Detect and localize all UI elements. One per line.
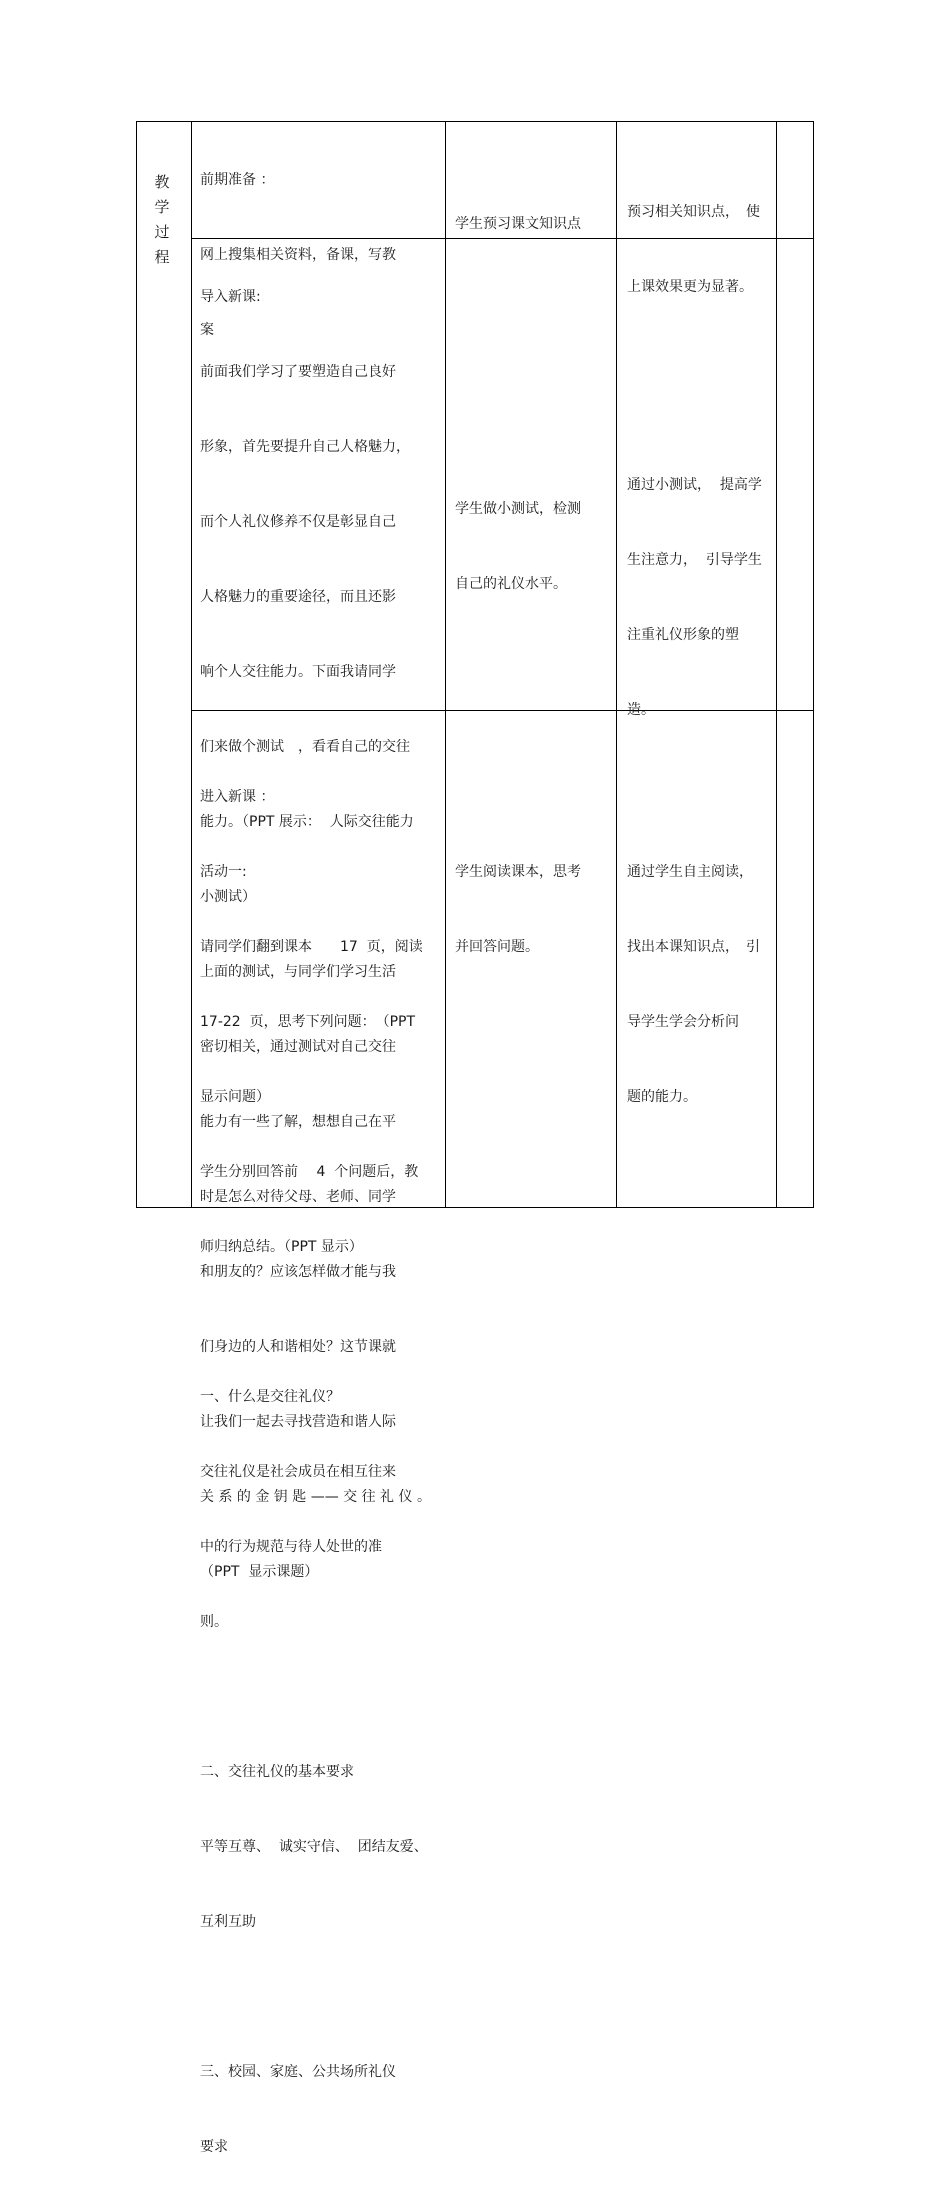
text-line: 请同学们翻到课本 17 页，阅读	[200, 939, 423, 955]
text-line: 能力。（PPT 展示： 人际交往能力	[200, 814, 414, 830]
text-line: 而个人礼仪修养不仅是彰显自己	[200, 514, 396, 530]
text-line: 17-22 页，思考下列问题： （PPT	[200, 1014, 416, 1030]
text-line: 密切相关，通过测试对自己交往	[200, 1039, 396, 1055]
text-line	[200, 1685, 428, 1710]
col-line-0	[136, 121, 137, 1208]
text-line: 前期准备 ：	[200, 172, 275, 188]
text-line: 要求	[200, 2139, 228, 2155]
side-char: 教	[154, 173, 170, 191]
row1-design-purpose	[627, 150, 760, 350]
text-line: 和朋友的？应该怎样做才能与我	[200, 1264, 396, 1280]
text-line: 上面的测试，与同学们学习生活	[200, 964, 396, 980]
row2-design-purpose	[627, 423, 762, 773]
text-line: 一、什么是交往礼仪？	[200, 1389, 340, 1405]
text-line: 响个人交往能力。下面我请同学	[200, 664, 396, 680]
text-line: 让我们一起去寻找营造和谐人际	[200, 1414, 396, 1430]
text-line: 自己的礼仪水平。	[455, 576, 567, 592]
col-line-1	[191, 121, 192, 1208]
row1-student-activity	[455, 162, 581, 287]
text-line: 找出本课知识点， 引	[627, 939, 760, 955]
text-line: 网上搜集相关资料，备课，写教	[200, 247, 396, 263]
text-line: 互利互助	[200, 1914, 256, 1930]
text-line: 们身边的人和谐相处？这节课就	[200, 1339, 396, 1355]
text-line	[200, 1985, 428, 2010]
text-line: 通过小测试， 提高学	[627, 477, 762, 493]
col-line-2	[445, 121, 446, 1208]
text-line: 生注意力， 引导学生	[627, 552, 762, 568]
text-line: 们来做个测试 ，看看自己的交往	[200, 739, 410, 755]
text-line: 师归纳总结。（PPT 显示）	[200, 1239, 363, 1255]
text-line: 小测试）	[200, 889, 256, 905]
text-line: 学生阅读课本，思考	[455, 864, 581, 880]
text-line: 关 系 的 金 钥 匙 —— 交 往 礼 仪 。	[200, 1489, 431, 1505]
text-line: 交往礼仪是社会成员在相互往来	[200, 1464, 396, 1480]
text-line: 进入新课 ：	[200, 789, 275, 805]
text-line: 时是怎么对待父母、老师、同学	[200, 1189, 396, 1205]
row3-design-purpose	[627, 810, 760, 1160]
row3-student-activity	[455, 810, 581, 1010]
text-line: 显示问题）	[200, 1089, 270, 1105]
text-line: 能力有一些了解，想想自己在平	[200, 1114, 396, 1130]
side-char: 过	[154, 223, 170, 241]
side-char: 程	[154, 248, 170, 266]
text-line: 则。	[200, 1614, 228, 1630]
row2-student-activity	[455, 447, 581, 647]
text-line: 预习相关知识点， 使	[627, 204, 760, 220]
text-line: 导入新课:	[200, 289, 261, 305]
text-line: 注重礼仪形象的塑	[627, 627, 739, 643]
text-line: 学生做小测试，检测	[455, 501, 581, 517]
text-line: 人格魅力的重要途径，而且还影	[200, 589, 396, 605]
text-line: 案	[200, 322, 214, 338]
text-line: 导学生学会分析问	[627, 1014, 739, 1030]
text-line: 通过学生自主阅读，	[627, 864, 753, 880]
text-line: 形象，首先要提升自己人格魅力，	[200, 439, 410, 455]
text-line: 并回答问题。	[455, 939, 539, 955]
text-line: 学生分别回答前 4 个问题后，教	[200, 1164, 419, 1180]
text-line: 学生预习课文知识点	[455, 216, 581, 232]
col-line-3	[616, 121, 617, 1208]
text-line: 上课效果更为显著。	[627, 279, 753, 295]
teaching-process-label	[152, 170, 172, 270]
text-line: 造。	[627, 702, 655, 718]
text-line: 中的行为规范与待人处世的准	[200, 1539, 382, 1555]
text-line: （PPT 显示课题）	[200, 1564, 319, 1580]
row3-teacher-activity	[200, 735, 428, 2210]
text-line: 活动一:	[200, 864, 247, 880]
col-line-4	[776, 121, 777, 1208]
text-line: 平等互尊、 诚实守信、 团结友爱、	[200, 1839, 428, 1855]
text-line: 二、交往礼仪的基本要求	[200, 1764, 354, 1780]
text-line: 三、校园、家庭、公共场所礼仪	[200, 2064, 396, 2080]
text-line: 题的能力。	[627, 1089, 697, 1105]
col-line-5	[813, 121, 814, 1208]
side-char: 学	[154, 198, 170, 216]
text-line: 前面我们学习了要塑造自己良好	[200, 364, 396, 380]
text-line	[200, 1310, 428, 1335]
